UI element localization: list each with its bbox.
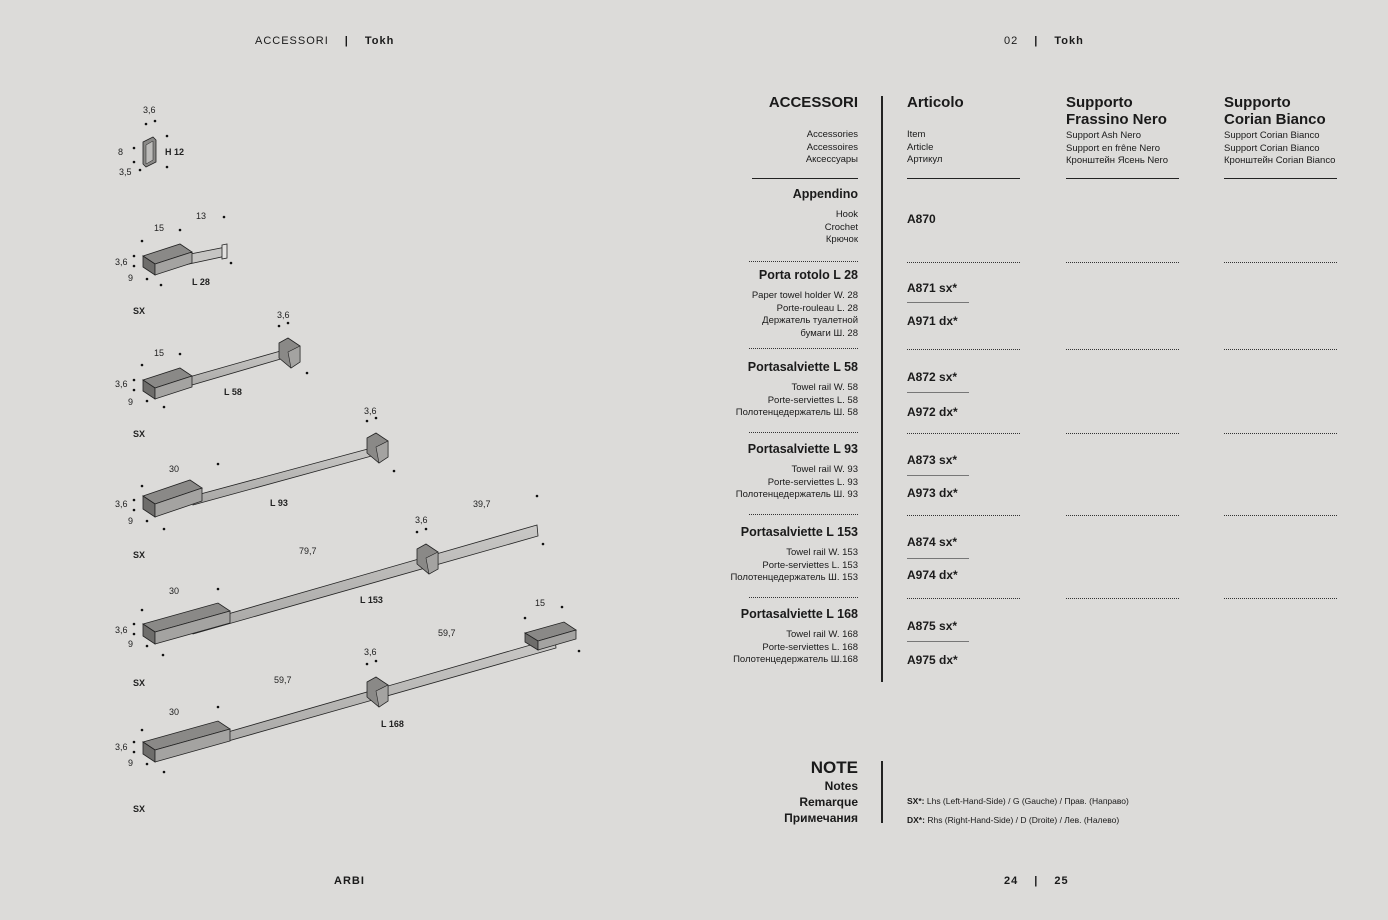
dim-l28-depth: 13: [196, 211, 207, 221]
row-separator: [1224, 433, 1337, 434]
translation-en: Towel rail W. 58: [791, 382, 858, 393]
footer-collection: ARBI: [334, 875, 365, 887]
row-translations: [700, 629, 858, 667]
dim-l168-height: 3,6: [115, 742, 128, 752]
dim-l168-span-right: 59,7: [438, 628, 456, 638]
row-title: Portasalviette L 153: [740, 525, 858, 539]
drawing-hook: [118, 105, 184, 177]
column-header-frassino: [1066, 94, 1168, 168]
article-code-dx: A973 dx*: [907, 486, 958, 500]
row-translations: [700, 547, 858, 585]
l168-side-label: SX: [133, 804, 146, 814]
translation-ru: Крючок: [825, 234, 858, 245]
page-numbers: [1004, 875, 1069, 887]
dim-l28-thickness: 9: [128, 273, 134, 283]
page-number-left: 24: [1004, 875, 1019, 887]
translation-en: Paper towel holder W. 28: [751, 290, 858, 301]
code-divider: [907, 392, 969, 393]
column-translations: [700, 129, 858, 167]
translation-en: Towel rail W. 168: [786, 629, 858, 640]
table-row-portasalviette-l93: [700, 442, 858, 502]
note-sx: [907, 796, 1129, 806]
note-subtitle-ru: Примечания: [784, 811, 858, 825]
translation-fr: Support en frêne Nero: [1066, 142, 1161, 154]
translation-ru: Полотенцедержатель Ш. 58: [735, 407, 858, 418]
note-sx-label: SX*:: [907, 796, 925, 806]
translation-en: Towel rail W. 153: [786, 547, 858, 558]
dim-l153-depth: 3,6: [415, 515, 428, 525]
drawing-l28: [115, 211, 232, 316]
row-separator: [749, 597, 858, 598]
translation-ru: Кронштейн Ясень Nero: [1066, 155, 1169, 166]
code-divider: [907, 475, 969, 476]
row-separator: [1066, 515, 1179, 516]
column-translations: [1224, 130, 1335, 168]
row-separator: [749, 261, 858, 262]
note-dx-text: Rhs (Right-Hand-Side) / D (Droite) / Лев. (Налево): [927, 815, 1120, 825]
column-title-line2: Corian Bianco: [1224, 111, 1326, 128]
column-title: ACCESSORI: [768, 94, 858, 111]
footer-separator: |: [1034, 875, 1039, 887]
table-divider: [881, 96, 883, 682]
translation-ru: Держатель туалетной: [762, 315, 858, 326]
header-separator: |: [344, 35, 349, 47]
dim-hook-depth: 3,6: [143, 105, 156, 115]
header-rule: [1224, 178, 1337, 179]
dim-l153-thickness: 9: [128, 639, 134, 649]
dim-l58-thickness: 9: [128, 397, 134, 407]
article-code-sx: A872 sx*: [907, 370, 958, 384]
row-separator: [749, 514, 858, 515]
dim-l93-depth: 3,6: [364, 406, 377, 416]
l58-side-label: SX: [133, 429, 146, 439]
translation-ru: Полотенцедержатель Ш. 153: [730, 572, 858, 583]
article-code-dx: A974 dx*: [907, 568, 958, 582]
table-row-porta-rotolo-l28: [700, 268, 858, 340]
translation-fr: Porte-serviettes L. 153: [762, 559, 858, 571]
technical-drawings: [0, 0, 700, 860]
row-separator: [907, 598, 1020, 599]
row-separator: [907, 349, 1020, 350]
row-title: Appendino: [792, 187, 858, 201]
article-code-sx: A871 sx*: [907, 281, 958, 295]
translation-en: Support Ash Nero: [1066, 130, 1141, 141]
code-divider: [907, 558, 969, 559]
translation-ru: Аксессуары: [805, 154, 858, 165]
l58-label: L 58: [224, 387, 242, 397]
column-title: Articolo: [907, 94, 964, 111]
row-separator: [907, 515, 1020, 516]
translation-fr: Support Corian Bianco: [1224, 142, 1320, 154]
section-title: ACCESSORI: [255, 35, 329, 47]
row-separator: [749, 348, 858, 349]
column-translations: [1066, 130, 1168, 168]
article-code: A870: [907, 212, 936, 226]
row-translations: [700, 382, 858, 420]
translation-fr: Porte-serviettes L. 58: [767, 394, 858, 406]
translation-fr: Crochet: [824, 221, 858, 233]
article-code-sx: A875 sx*: [907, 619, 958, 633]
dim-l93-length: 30: [169, 464, 180, 474]
row-separator: [1224, 349, 1337, 350]
l93-side-label: SX: [133, 550, 146, 560]
row-separator: [1066, 349, 1179, 350]
row-separator: [907, 262, 1020, 263]
dim-l153-height: 3,6: [115, 625, 128, 635]
header-separator: |: [1034, 35, 1039, 47]
note-dx-label: DX*:: [907, 815, 925, 825]
translation-fr: Porte-rouleau L. 28: [776, 302, 858, 314]
table-row-portasalviette-l153: [700, 525, 858, 585]
drawing-l58: [115, 310, 308, 439]
row-separator: [1066, 433, 1179, 434]
note-dx: [907, 815, 1119, 825]
row-title: Portasalviette L 168: [740, 607, 858, 621]
dim-l58-height: 3,6: [115, 379, 128, 389]
l168-label: L 168: [381, 719, 404, 729]
translation-fr: Article: [907, 141, 934, 153]
dim-l58-depth: 3,6: [277, 310, 290, 320]
code-divider: [907, 302, 969, 303]
header-rule: [907, 178, 1020, 179]
table-row-portasalviette-l58: [700, 360, 858, 420]
note-title: NOTE: [810, 758, 858, 777]
article-code-dx: A972 dx*: [907, 405, 958, 419]
column-translations: [907, 129, 964, 167]
row-title: Porta rotolo L 28: [758, 268, 858, 282]
translation-fr: Accessoires: [806, 141, 858, 153]
note-heading: [700, 758, 858, 826]
l153-side-label: SX: [133, 678, 146, 688]
row-title: Portasalviette L 93: [747, 442, 858, 456]
header-rule: [752, 178, 858, 179]
row-translations: [700, 290, 858, 340]
dim-l168-depth: 3,6: [364, 647, 377, 657]
column-header-articolo: [907, 94, 964, 167]
dim-hook-thickness: 3,5: [119, 167, 132, 177]
dim-l168-length: 30: [169, 707, 180, 717]
dim-l93-thickness: 9: [128, 516, 134, 526]
article-code-dx: A975 dx*: [907, 653, 958, 667]
translation-en: Hook: [835, 209, 858, 220]
row-separator: [907, 433, 1020, 434]
dim-l28-height: 3,6: [115, 257, 128, 267]
row-translations: [700, 464, 858, 502]
row-separator: [1224, 598, 1337, 599]
translation-ru: Полотенцедержатель Ш.168: [733, 654, 858, 665]
dim-hook-width: 8: [118, 147, 124, 157]
hook-height-label: H 12: [165, 147, 185, 157]
row-separator: [1066, 262, 1179, 263]
row-separator: [1066, 598, 1179, 599]
dim-l168-span-left: 59,7: [274, 675, 292, 685]
translation-fr: Porte-serviettes L. 93: [767, 476, 858, 488]
row-separator: [749, 432, 858, 433]
dim-l28-length: 15: [154, 223, 165, 233]
brand-name: Tokh: [364, 35, 395, 47]
translation-en: Support Corian Bianco: [1224, 130, 1320, 141]
column-title-line1: Supporto: [1224, 94, 1291, 111]
article-code-dx: A971 dx*: [907, 314, 958, 328]
translation-en: Towel rail W. 93: [791, 464, 858, 475]
header-rule: [1066, 178, 1179, 179]
chapter-number: 02: [1004, 35, 1019, 47]
row-separator: [1224, 515, 1337, 516]
translation-ru: Полотенцедержатель Ш. 93: [735, 489, 858, 500]
column-header-corian: [1224, 94, 1335, 168]
translation-en: Accessories: [806, 129, 858, 140]
code-divider: [907, 641, 969, 642]
row-separator: [1224, 262, 1337, 263]
translation-ru: Кронштейн Corian Bianco: [1224, 155, 1336, 166]
note-sx-text: Lhs (Left-Hand-Side) / G (Gauche) / Прав. (Направо): [926, 796, 1129, 806]
article-code-sx: A873 sx*: [907, 453, 958, 467]
l28-label: L 28: [192, 277, 210, 287]
dim-l153-overhang: 39,7: [473, 499, 491, 509]
column-header-accessori: [700, 94, 858, 167]
drawing-l153: [115, 495, 544, 688]
l28-side-label: SX: [133, 306, 146, 316]
l153-label: L 153: [360, 595, 383, 605]
column-title-line1: Supporto: [1066, 94, 1133, 111]
translation-ru: Артикул: [907, 154, 943, 165]
hook-face: [146, 141, 153, 164]
translation-en: Item: [907, 129, 926, 140]
dim-l58-length: 15: [154, 348, 165, 358]
dim-l93-height: 3,6: [115, 499, 128, 509]
article-code-sx: A874 sx*: [907, 535, 958, 549]
translation-fr: Porte-serviettes L. 168: [762, 641, 858, 653]
page-number-right: 25: [1054, 875, 1069, 887]
note-subtitle-fr: Remarque: [799, 795, 858, 809]
row-title: Portasalviette L 58: [747, 360, 858, 374]
note-subtitle-en: Notes: [824, 779, 858, 793]
dim-l153-length: 30: [169, 586, 180, 596]
table-row-appendino: [700, 187, 858, 247]
brand-name: Tokh: [1054, 35, 1084, 47]
table-row-portasalviette-l168: [700, 607, 858, 667]
right-page-header: [1004, 35, 1084, 47]
dim-l168-thickness: 9: [128, 758, 134, 768]
column-title-line2: Frassino Nero: [1066, 111, 1167, 128]
l93-label: L 93: [270, 498, 288, 508]
dim-l168-end: 15: [535, 598, 546, 608]
row-translations: [700, 209, 858, 247]
note-divider: [881, 761, 883, 823]
drawing-l93: [115, 406, 395, 560]
translation-ru-cont: бумаги Ш. 28: [800, 327, 858, 339]
dim-l153-span: 79,7: [299, 546, 317, 556]
